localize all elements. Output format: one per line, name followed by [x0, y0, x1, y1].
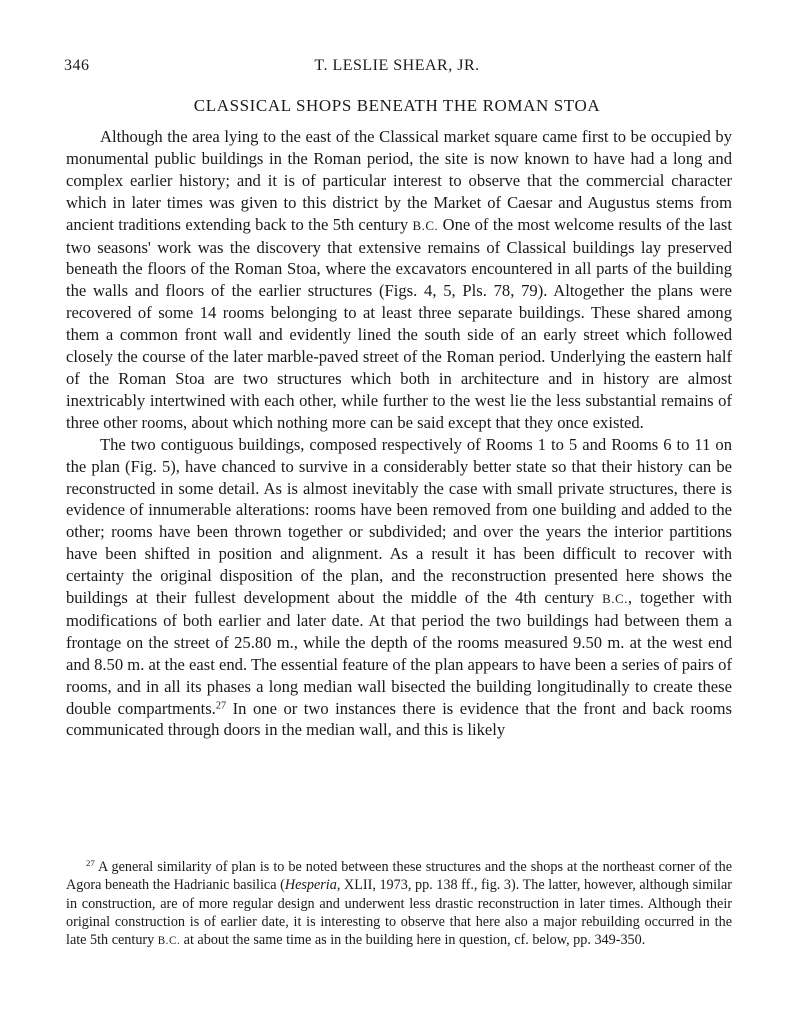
body-text: [66, 126, 732, 741]
paragraph: [66, 434, 732, 742]
paragraph: [66, 126, 732, 434]
paragraph-text: In one or two instances there is evidence that the front and back rooms communicated through doors in the median wall, and this is likely: [66, 698, 732, 740]
paragraph-text: The two contiguous buildings, composed respectively of Rooms 1 to 5 and Rooms 6 to 11 on the plan (Fig. 5), have chanced to survive in a considerably better state so that their history can be reconstructed in some detail. As is almost inevitably the case with small private structures, there is evidence of innumerable alterations: rooms have been removed from one building and added to the other; rooms have been thrown together or subdivided; and over the years the interior partitions have been shifted in position and alignment. As a result it has been difficult to recover with certainty the original disposition of the plan, and the reconstruction presented here shows the buildings at their fullest development about the middle of the 4th century: [66, 434, 732, 608]
footnote-text-part: , XLII, 1973, pp. 138 ff., fig. 3). The latter, however, although similar in construction, are of more regular design and underwent less drastic reconstruction in later times. Although their original construction is of earlier date, it is interesting to observe that here also a major rebuilding occurred in the late 5th century: [66, 877, 733, 949]
footnote: [66, 858, 732, 950]
page-number: 346: [64, 57, 90, 74]
running-head: [64, 57, 730, 79]
footnote-text-part: at about the same time as in the building here in question, cf. below, pp. 349-350.: [180, 932, 646, 949]
footnote-text-part: A general similarity of plan is to be noted between these structures and the shops at the northeast corner of the Agora beneath the Hadrianic basilica (: [66, 859, 732, 894]
running-head-author: T. LESLIE SHEAR, JR.: [314, 57, 480, 74]
section-title: CLASSICAL SHOPS BENEATH THE ROMAN STOA: [193, 96, 601, 115]
era-abbreviation: B.C.: [412, 217, 439, 233]
paragraph-text: Although the area lying to the east of the Classical market square came first to be occupied by monumental public buildings in the Roman period, the site is now known to have had a long and complex earlier history; and it is of particular interest to observe that the commercial character which in later times was given to this district by the Market of Caesar and Augustus stems from ancient traditions extending back to the 5th century: [66, 127, 732, 234]
footnote-number: 27: [86, 858, 95, 869]
footnote-reference[interactable]: 27: [215, 699, 227, 711]
paragraph-text: , together with modifications of both earlier and later date. At that period the two buildings had between them a frontage on the street of 25.80 m., while the depth of the rooms measured 9.50 m. at the west end and 8.50 m. at the east end. The essential feature of the plan appears to have been a series of pairs of rooms, and in all its phases a long median wall bisected the building longitudinally to create these double compartments.: [66, 588, 732, 718]
paragraph-text: One of the most welcome results of the last two seasons' work was the discovery that extensive remains of Classical buildings lay preserved beneath the floors of the Roman Stoa, where the excavators encountered in all parts of the building the walls and floors of the earlier structures (Figs. 4, 5, Pls. 78, 79). Altogether the plans were recovered of some 14 rooms belonging to at least three separate buildings. These shared among them a common front wall and evidently lined the south side of an early street which followed closely the course of the later marble-paved street of the Roman period. Underlying the eastern half of the Roman Stoa are two structures which both in architecture and in history are almost inextricably intertwined with each other, while further to the west lie the less substantial remains of three other rooms, about which nothing more can be said except that they once existed.: [66, 214, 732, 432]
footnote-text: [66, 858, 732, 950]
journal-title: Hesperia: [284, 877, 337, 894]
era-abbreviation: B.C.: [157, 935, 181, 948]
era-abbreviation: B.C.: [602, 591, 628, 607]
